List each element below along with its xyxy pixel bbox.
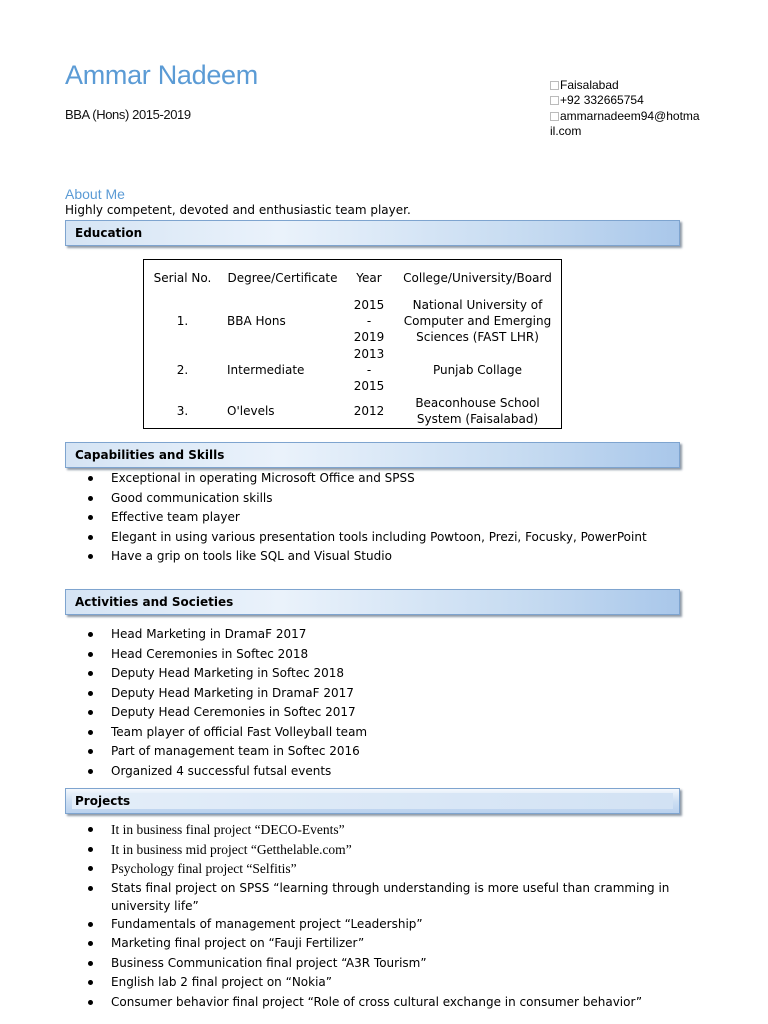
list-item: It in business mid project “Getthelable.com” bbox=[88, 840, 711, 860]
list-item: Business Communication final project “A3R Tourism” bbox=[88, 954, 711, 974]
projects-heading: Projects bbox=[75, 794, 131, 808]
year-cell bbox=[344, 345, 394, 394]
year-end: 2015 bbox=[353, 378, 385, 393]
year-sep: - bbox=[366, 362, 372, 377]
degree-cell: O'levels bbox=[227, 404, 275, 418]
about-heading: About Me bbox=[65, 186, 125, 202]
col-serial: Serial No. bbox=[153, 271, 212, 285]
list-item: Head Marketing in DramaF 2017 bbox=[88, 625, 367, 645]
col-institution: College/University/Board bbox=[403, 271, 552, 285]
phone-text: +92 332665754 bbox=[560, 93, 644, 107]
list-item: Deputy Head Ceremonies in Softec 2017 bbox=[88, 703, 367, 723]
table-row bbox=[144, 345, 562, 394]
location-icon bbox=[550, 81, 559, 90]
list-item: Have a grip on tools like SQL and Visual Studio bbox=[88, 547, 647, 567]
year-start: 2015 bbox=[353, 297, 385, 312]
email-text-line2: il.com bbox=[550, 124, 582, 138]
list-item: Deputy Head Marketing in DramaF 2017 bbox=[88, 684, 367, 704]
serial-cell: 3. bbox=[176, 404, 189, 418]
institution-cell: Punjab Collage bbox=[432, 362, 523, 377]
table-row bbox=[144, 394, 562, 429]
education-table bbox=[143, 259, 562, 429]
list-item: Exceptional in operating Microsoft Office and SPSS bbox=[88, 469, 647, 489]
degree-line: BBA (Hons) 2015-2019 bbox=[65, 107, 191, 122]
list-item: Organized 4 successful futsal events bbox=[88, 762, 367, 782]
list-item: Consumer behavior final project “Role of cross cultural exchange in consumer behavior” bbox=[88, 993, 711, 1013]
institution-line: Sciences (FAST LHR) bbox=[416, 329, 539, 344]
year-cell bbox=[344, 296, 394, 345]
activities-list bbox=[88, 625, 367, 781]
email-text-line1: ammarnadeem94@hotma bbox=[560, 109, 700, 123]
col-degree: Degree/Certificate bbox=[227, 271, 338, 285]
institution-cell bbox=[394, 296, 562, 345]
phone-icon bbox=[550, 96, 559, 105]
email-icon bbox=[550, 112, 559, 121]
list-item: Psychology final project “Selfitis” bbox=[88, 859, 711, 879]
activities-section-bar bbox=[65, 589, 680, 615]
year-cell: 2012 bbox=[353, 404, 385, 418]
contact-email bbox=[550, 109, 700, 123]
list-item: Elegant in using various presentation tools including Powtoon, Prezi, Focusky, PowerPoint bbox=[88, 528, 647, 548]
skills-heading: Capabilities and Skills bbox=[75, 448, 225, 462]
institution-cell bbox=[394, 394, 562, 429]
col-year: Year bbox=[356, 271, 382, 285]
degree-cell: BBA Hons bbox=[227, 313, 286, 328]
serial-cell: 2. bbox=[176, 362, 189, 377]
city-text: Faisalabad bbox=[560, 78, 619, 92]
year-start: 2013 bbox=[353, 346, 385, 361]
contact-city bbox=[550, 78, 619, 92]
institution-line: Computer and Emerging bbox=[403, 313, 552, 328]
education-section-bar bbox=[65, 220, 680, 246]
list-item: Head Ceremonies in Softec 2018 bbox=[88, 645, 367, 665]
skills-section-bar bbox=[65, 442, 680, 468]
list-item: It in business final project “DECO-Events” bbox=[88, 820, 711, 840]
education-table-header bbox=[144, 260, 562, 297]
projects-section-bar bbox=[65, 788, 680, 814]
institution-line: System (Faisalabad) bbox=[416, 412, 539, 426]
table-row bbox=[144, 296, 562, 345]
institution-line: Beaconhouse School bbox=[415, 396, 540, 410]
year-end: 2019 bbox=[353, 329, 385, 344]
about-text: Highly competent, devoted and enthusiastic team player. bbox=[65, 203, 411, 217]
list-item: English lab 2 final project on “Nokia” bbox=[88, 973, 711, 993]
education-heading: Education bbox=[75, 226, 143, 240]
contact-email-wrap bbox=[550, 124, 581, 138]
skills-list bbox=[88, 469, 647, 567]
activities-heading: Activities and Societies bbox=[75, 595, 234, 609]
projects-list bbox=[88, 820, 711, 1012]
candidate-name: Ammar Nadeem bbox=[65, 60, 258, 90]
contact-phone bbox=[550, 93, 644, 107]
list-item: Marketing final project on “Fauji Fertilizer” bbox=[88, 934, 711, 954]
projects-bar-inner bbox=[72, 793, 673, 809]
serial-cell: 1. bbox=[176, 313, 189, 328]
list-item: Stats final project on SPSS “learning through understanding is more useful than cramming in university life” bbox=[88, 879, 711, 915]
list-item: Part of management team in Softec 2016 bbox=[88, 742, 367, 762]
list-item: Deputy Head Marketing in Softec 2018 bbox=[88, 664, 367, 684]
list-item: Team player of official Fast Volleyball team bbox=[88, 723, 367, 743]
list-item: Good communication skills bbox=[88, 489, 647, 509]
list-item: Fundamentals of management project “Leadership” bbox=[88, 915, 711, 935]
list-item: Effective team player bbox=[88, 508, 647, 528]
year-sep: - bbox=[366, 313, 372, 328]
institution-line: National University of bbox=[412, 297, 543, 312]
degree-cell: Intermediate bbox=[227, 362, 305, 377]
